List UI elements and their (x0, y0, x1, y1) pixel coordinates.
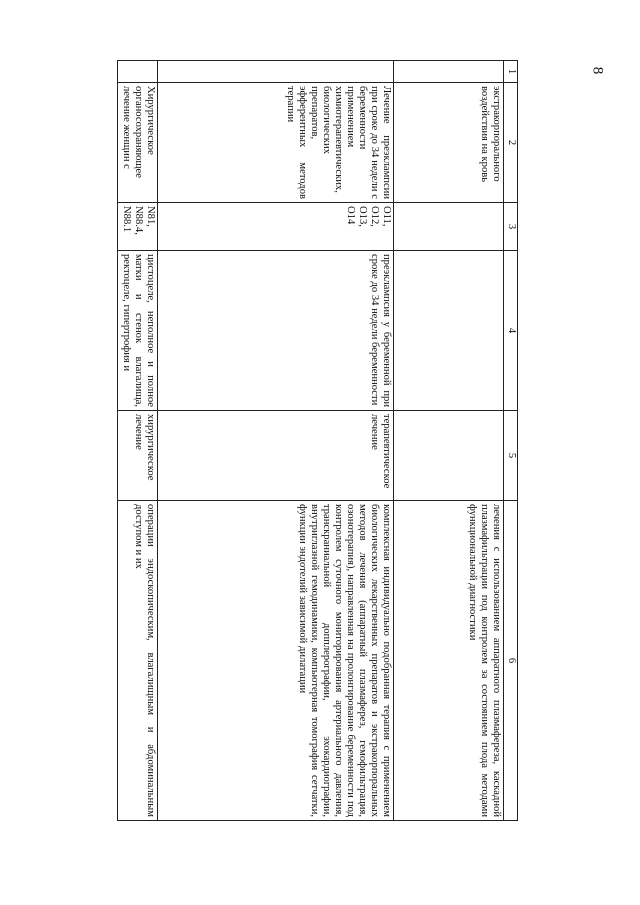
cell-icd-codes (394, 203, 504, 251)
rotated-table-container (118, 60, 518, 820)
treatment-table (117, 60, 518, 821)
table-header-row (504, 61, 518, 821)
cell-treatment-type: терапевтическое лечение (158, 411, 394, 501)
table-row (158, 61, 394, 821)
cell-icd-codes: N81, N88.4, N88.1 (118, 203, 158, 251)
column-number: 1 (504, 61, 518, 83)
cell-procedure: Хирургическое органосохраняющее лечение женщин с (118, 83, 158, 203)
cell-procedure: экстракорпорального воздействия на кровь (394, 83, 504, 203)
column-number: 4 (504, 251, 518, 411)
cell-diagnosis (394, 251, 504, 411)
column-number: 2 (504, 83, 518, 203)
cell-procedure: Лечение преэклампсии при сроке до 34 недели с беременности применением химиотерапевтических, биологических препаратов, эфферентных методов терапии (158, 83, 394, 203)
cell-diagnosis: преэклампсия у беременной при сроке до 34 недели беременности (158, 251, 394, 411)
cell-method: комплексная индивидуально подобранная терапия с применением биологических лекарственных препаратов и экстракорпоральных методов лечения (аппаратный плазмаферез, гемофильтрация, озонотерапия), направленная на пролонгирование беременности под контролем суточного мониторирования артериального давления, транскраниальной допплерографии, эхокардиографии, внутриглазной гемодинамики, компьютерная томография сетчатки, функции эндотелий зависимой дилатации (158, 501, 394, 821)
cell-method: операции эндоскопическим, влагалищным и абдоминальным доступом и их (118, 501, 158, 821)
column-number: 5 (504, 411, 518, 501)
cell-index (158, 61, 394, 83)
cell-method: лечения с использованием аппаратного плазмафереза, каскадной плазмафильтрации под контролем за состоянием плода методами функциональной диагностики (394, 501, 504, 821)
cell-index (394, 61, 504, 83)
cell-icd-codes: O11, O12, O13, O14 (158, 203, 394, 251)
column-number: 6 (504, 501, 518, 821)
cell-treatment-type (394, 411, 504, 501)
cell-index (118, 61, 158, 83)
page-number: 8 (588, 66, 605, 75)
column-number: 3 (504, 203, 518, 251)
table-row (118, 61, 158, 821)
cell-treatment-type: хирургическое лечение (118, 411, 158, 501)
table-row (394, 61, 504, 821)
cell-diagnosis: цистоцеле, неполное и полное матки и стенок влагалища, ректоцеле, гипертрофия и (118, 251, 158, 411)
